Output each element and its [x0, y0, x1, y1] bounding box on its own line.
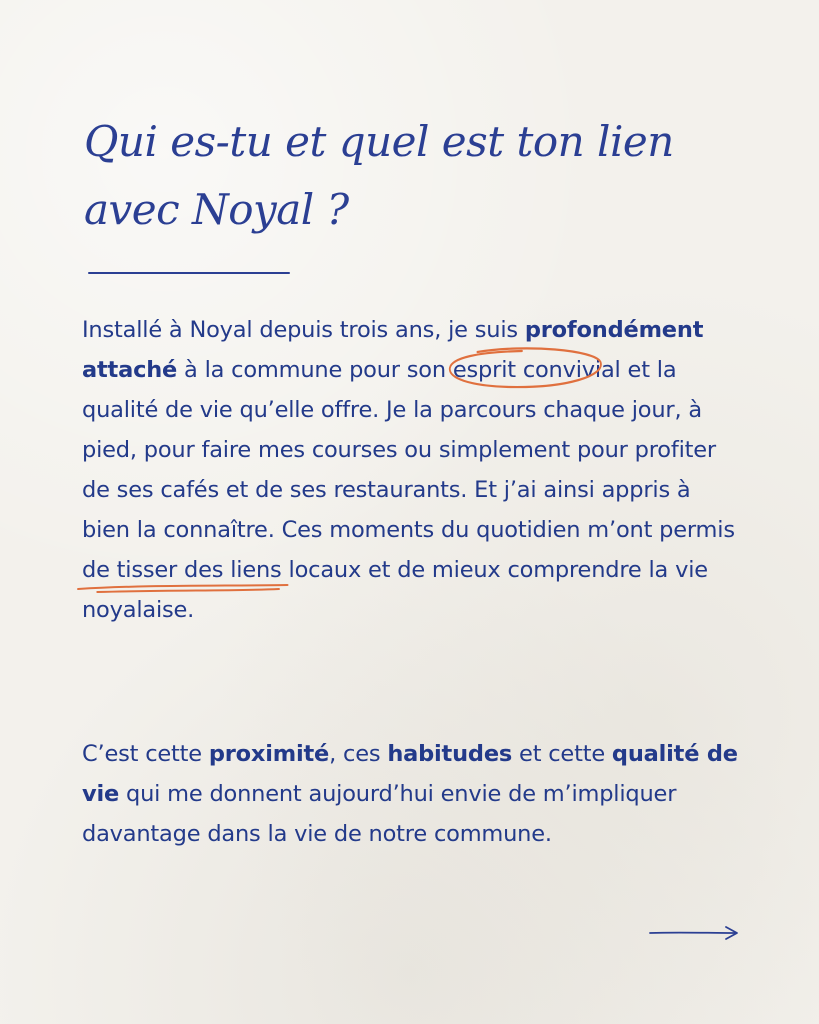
hand-drawn-circle-mark: [445, 346, 607, 394]
p1-intro: Installé à Noyal depuis trois ans, je suis: [82, 317, 525, 343]
answer-paragraph-2: [82, 734, 742, 854]
p2-bold-proximity: proximité: [208, 741, 330, 767]
arrow-right-icon[interactable]: [648, 924, 740, 942]
p1-ending: locaux et de mieux comprendre la vie noyalaise.: [82, 557, 708, 623]
heading-divider: [88, 272, 290, 274]
circled-phrase: [453, 350, 595, 390]
p2-mid-1: , ces: [329, 741, 388, 767]
p2-intro: C’est cette: [82, 741, 209, 767]
p2-bold-quality: qualité de vie: [82, 741, 738, 807]
p2-ending: qui me donnent aujourd’hui envie de m’impliquer davantage dans la vie de notre commune.: [82, 781, 677, 847]
hand-drawn-underline-mark: [76, 582, 290, 594]
p2-bold-habits: habitudes: [387, 741, 513, 767]
p1-after-bold: à la commune pour son: [177, 357, 453, 383]
answer-paragraph-1: [82, 310, 742, 630]
underlined-text: de tisser des liens: [82, 557, 282, 583]
underlined-phrase: [82, 550, 282, 590]
p2-mid-2: et cette: [512, 741, 612, 767]
heading-line-1: Qui es-tu et quel est ton lien: [84, 117, 674, 166]
heading-line-2: avec Noyal ?: [84, 185, 349, 234]
p1-after-circled: ial et la qualité de vie qu’elle offre. Je la parcours chaque jour, à pied, pour faire mes courses ou simplement pour profiter de ses cafés et de ses restaurants. Et j’ai ainsi appris à bien la connaître. Ces moments du quotidien m’ont permis: [82, 357, 735, 543]
question-heading: [84, 108, 704, 244]
circled-text: esprit conviv: [452, 357, 595, 383]
p1-bold-attached: profondément attaché: [82, 317, 704, 383]
